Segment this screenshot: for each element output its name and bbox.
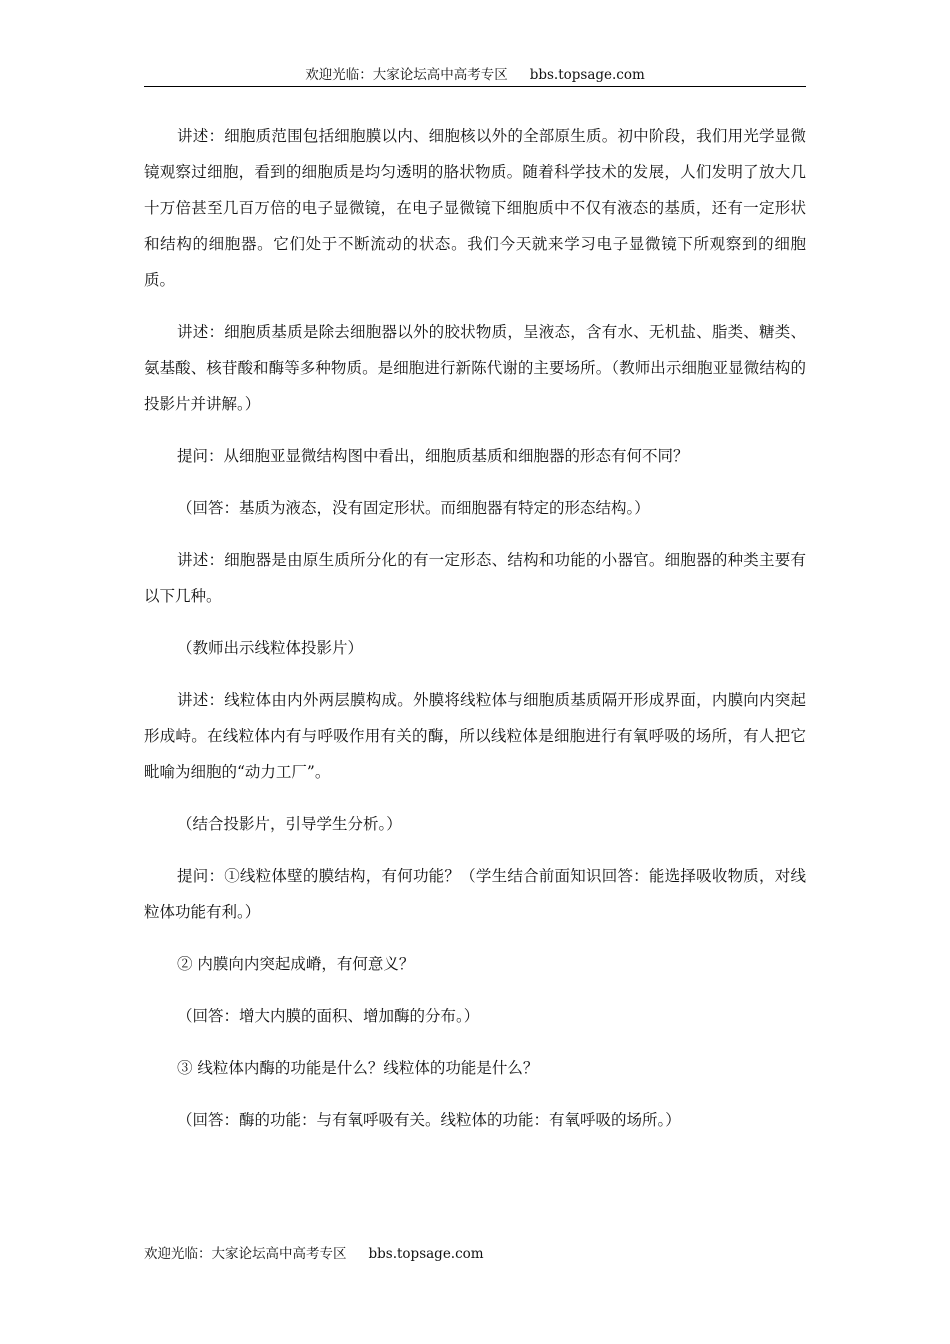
paragraph: 讲述：细胞质基质是除去细胞器以外的胶状物质，呈液态，含有水、无机盐、脂类、糖类、氨基酸、核苷酸和酶等多种物质。是细胞进行新陈代谢的主要场所。（教师出示细胞亚显微结构的投影片并讲解。） — [144, 323, 806, 413]
header-welcome-text: 欢迎光临：大家论坛高中高考专区 — [305, 67, 508, 83]
paragraph: （结合投影片，引导学生分析。） — [177, 815, 402, 833]
footer-site-url[interactable]: bbs.topsage.com — [368, 1246, 484, 1262]
footer-welcome-text: 欢迎光临：大家论坛高中高考专区 — [144, 1246, 347, 1262]
paragraph: （教师出示线粒体投影片） — [177, 639, 364, 657]
paragraph: （回答：增大内膜的面积、增加酶的分布。） — [177, 1007, 480, 1025]
paragraph: 提问：从细胞亚显微结构图中看出，细胞质基质和细胞器的形态有何不同？ — [177, 447, 689, 465]
paragraph: 讲述：细胞器是由原生质所分化的有一定形态、结构和功能的小器官。细胞器的种类主要有以下几种。 — [144, 551, 806, 605]
paragraph: 讲述：细胞质范围包括细胞膜以内、细胞核以外的全部原生质。初中阶段，我们用光学显微镜观察过细胞，看到的细胞质是均匀透明的胳状物质。随着科学技术的发展，人们发明了放大几十万倍甚至几百万倍的电子显微镜，在电子显微镜下细胞质中不仅有液态的基质，还有一定形状和结构的细胞器。它们处于不断流动的状态。我们今天就来学习电子显微镜下所观察到的细胞质。 — [144, 127, 806, 289]
page-footer — [144, 1245, 484, 1263]
paragraph: （回答：基质为液态，没有固定形状。而细胞器有特定的形态结构。） — [177, 499, 650, 517]
paragraph: ② 内膜向内突起成嵴，有何意义？ — [177, 955, 415, 973]
header-site-url[interactable]: bbs.topsage.com — [529, 67, 645, 83]
document-body — [144, 118, 806, 1154]
header-divider — [144, 86, 806, 87]
paragraph: （回答：酶的功能：与有氧呼吸有关。线粒体的功能：有氧呼吸的场所。） — [177, 1111, 681, 1129]
paragraph: 提问：①线粒体壁的膜结构，有何功能？（学生结合前面知识回答：能选择吸收物质，对线粒体功能有利。） — [144, 867, 806, 921]
page-header — [144, 66, 806, 84]
paragraph: 讲述：线粒体由内外两层膜构成。外膜将线粒体与细胞质基质隔开形成界面，内膜向内突起形成峙。在线粒体内有与呼吸作用有关的酶，所以线粒体是细胞进行有氧呼吸的场所，有人把它毗喻为细胞的“动力工厂”。 — [144, 691, 806, 781]
paragraph: ③ 线粒体内酶的功能是什么？线粒体的功能是什么？ — [177, 1059, 539, 1077]
